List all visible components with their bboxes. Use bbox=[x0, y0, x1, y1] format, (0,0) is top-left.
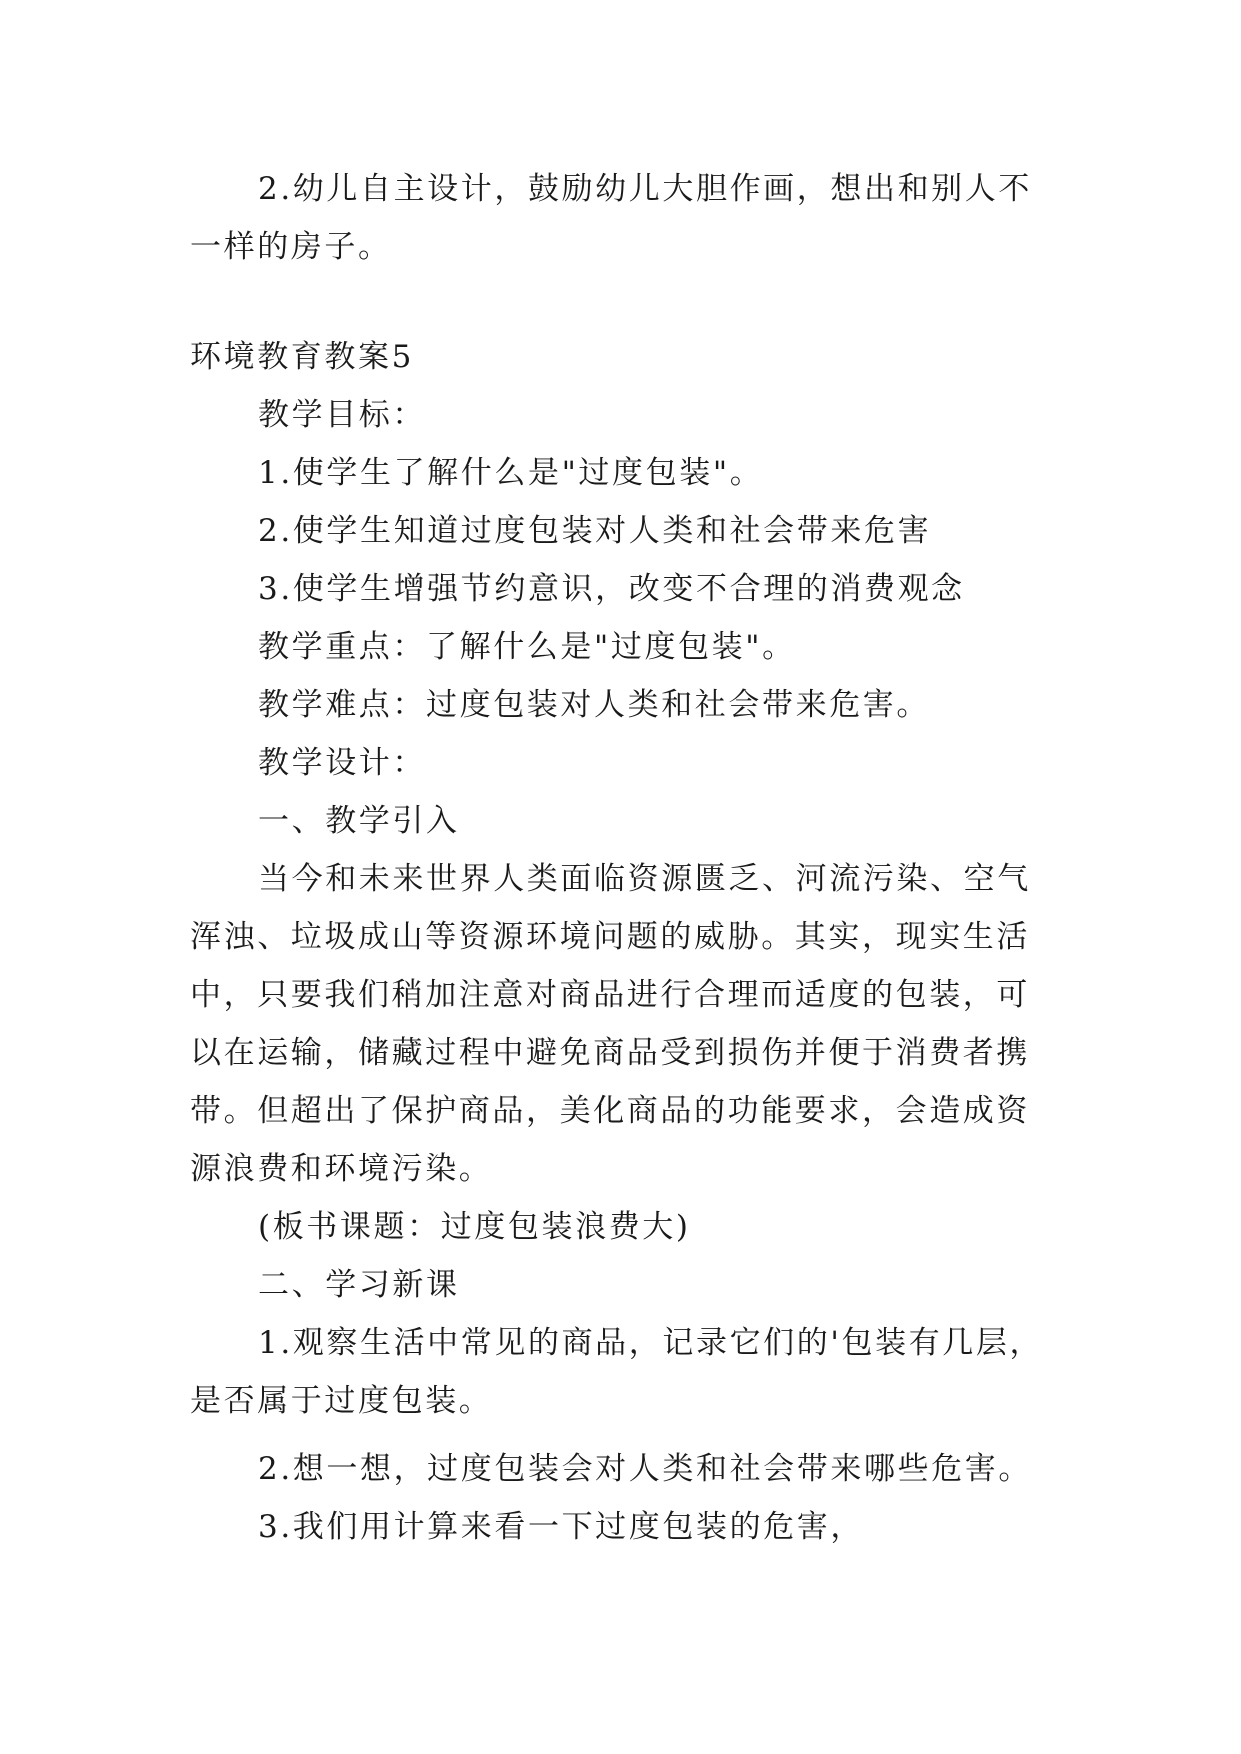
intro-long-paragraph: 当今和未来世界人类面临资源匮乏、河流污染、空气浑浊、垃圾成山等资源环境问题的威胁。其实，现实生活中，只要我们稍加注意对商品进行合理而适度的包装，可以在运输，储藏过程中避免商品受到损伤并便于消费者携带。但超出了保护商品，美化商品的功能要求，会造成资源浪费和环境污染。 bbox=[190, 861, 1031, 1187]
goal-item-1: 1.使学生了解什么是"过度包装"。 bbox=[258, 455, 764, 491]
goal-item-3: 3.使学生增强节约意识，改变不合理的消费观念 bbox=[258, 571, 965, 607]
section-title: 环境教育教案5 bbox=[190, 339, 414, 375]
section-spacer bbox=[190, 276, 1050, 328]
board-note: (板书课题：过度包装浪费大) bbox=[258, 1209, 691, 1245]
teaching-design-label: 教学设计： bbox=[258, 745, 426, 781]
subsection-one-title: 一、教学引入 bbox=[258, 803, 460, 839]
teaching-focus: 教学重点：了解什么是"过度包装"。 bbox=[258, 629, 796, 665]
item-spacer bbox=[190, 1430, 1050, 1440]
goal-item-2: 2.使学生知道过度包装对人类和社会带来危害 bbox=[258, 513, 932, 549]
document-body bbox=[190, 160, 1050, 1556]
new-lesson-item-3: 3.我们用计算来看一下过度包装的危害， bbox=[258, 1509, 864, 1545]
intro-paragraph: 2.幼儿自主设计，鼓励幼儿大胆作画，想出和别人不一样的房子。 bbox=[190, 171, 1032, 265]
subsection-two-title: 二、学习新课 bbox=[258, 1267, 460, 1303]
new-lesson-item-1: 1.观察生活中常见的商品，记录它们的'包装有几层，是否属于过度包装。 bbox=[190, 1325, 1044, 1419]
teaching-goals-label: 教学目标： bbox=[258, 397, 426, 433]
teaching-difficulty: 教学难点：过度包装对人类和社会带来危害。 bbox=[258, 687, 930, 723]
new-lesson-item-2: 2.想一想，过度包装会对人类和社会带来哪些危害。 bbox=[258, 1451, 1032, 1487]
